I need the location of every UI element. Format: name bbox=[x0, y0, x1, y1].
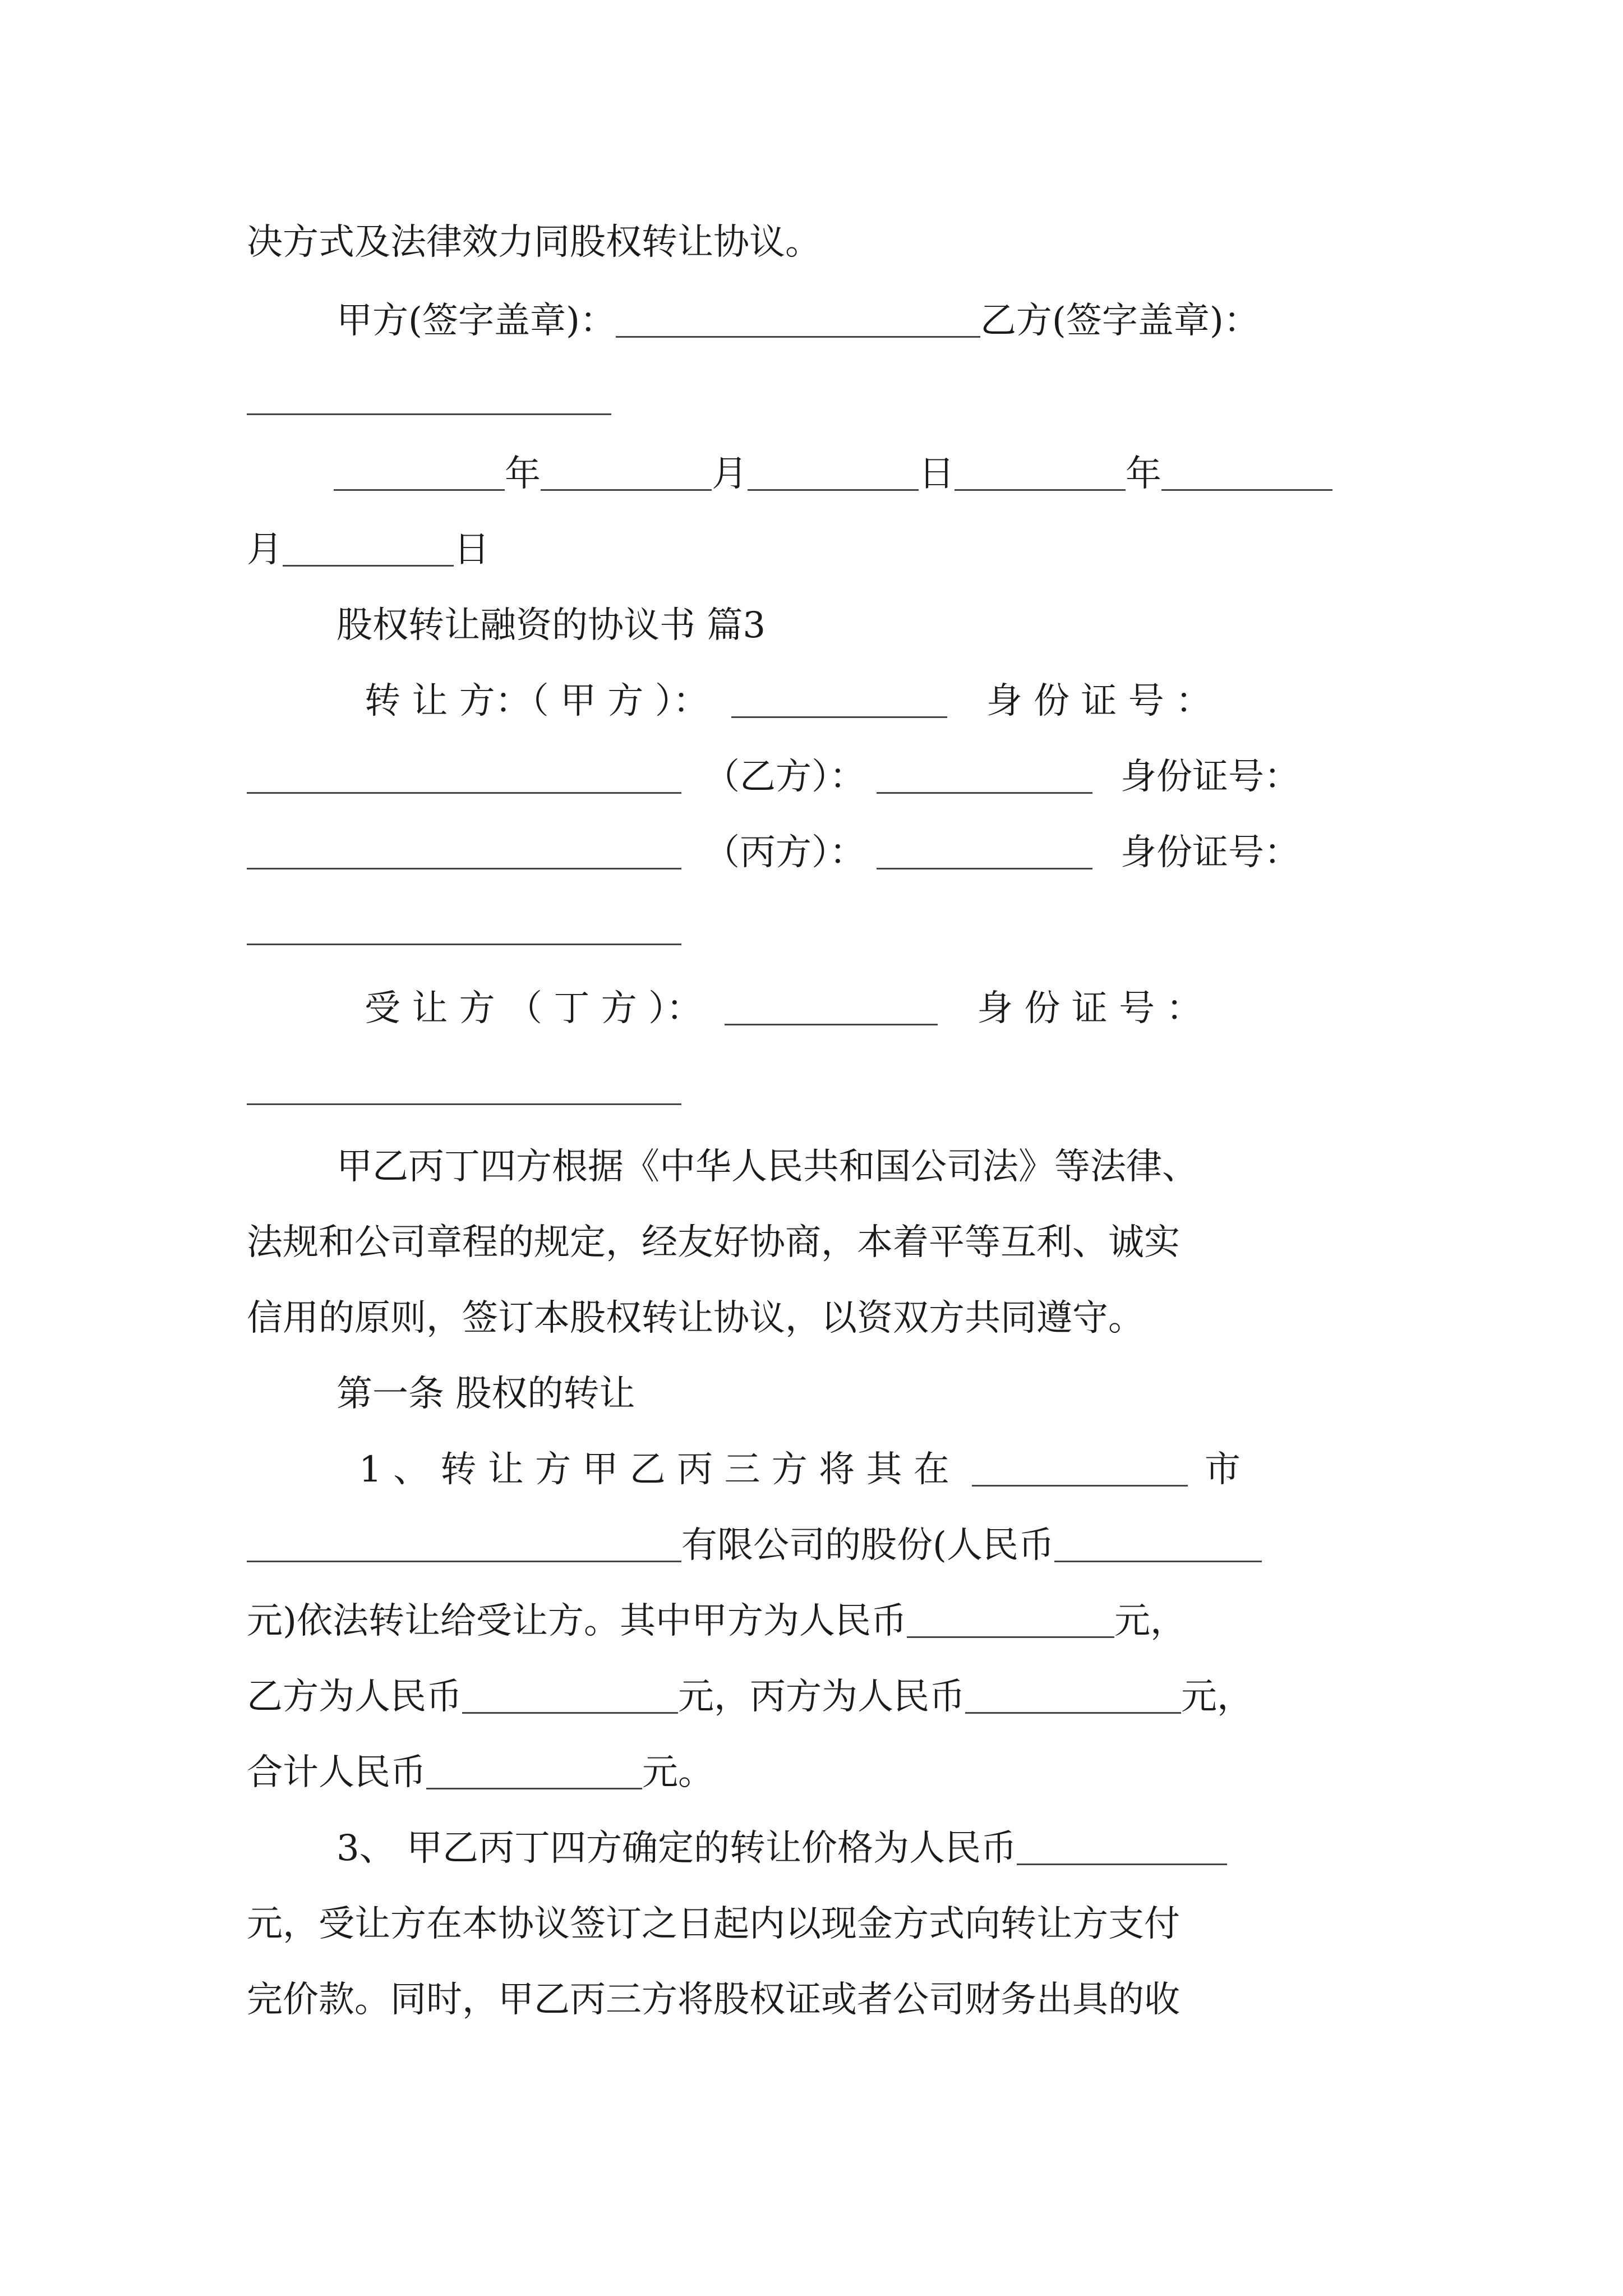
name-blank[interactable] bbox=[877, 761, 1092, 794]
article-heading bbox=[336, 1372, 635, 1416]
city-blank[interactable] bbox=[972, 1453, 1188, 1487]
signature-line bbox=[336, 298, 1260, 343]
section-title: 股权转让融资的协议书 篇3 bbox=[336, 605, 766, 646]
text-segment: 合计人民币 bbox=[247, 1752, 426, 1793]
article-line bbox=[247, 1674, 1253, 1719]
text-segment: 元， bbox=[1181, 1676, 1253, 1718]
date-year-label: 年 bbox=[505, 453, 541, 495]
transferee-line bbox=[365, 986, 1202, 1031]
party-c-label: （丙方）： bbox=[704, 832, 865, 873]
date-month-label: 月 bbox=[712, 453, 748, 495]
text-segment: 1 、 转 让 方 甲 乙 丙 三 方 将 其 在 bbox=[359, 1449, 949, 1490]
date-blank[interactable] bbox=[541, 458, 712, 491]
text-segment: 甲乙丙丁四方根据《中华人民共和国公司法》等法律、 bbox=[336, 1146, 1198, 1188]
party-b-label: （乙方）： bbox=[704, 756, 865, 798]
blank-line bbox=[247, 1066, 681, 1111]
id-number-label: 身 份 证 号 ： bbox=[977, 988, 1202, 1029]
amount-blank[interactable] bbox=[965, 1681, 1181, 1714]
text-segment: 决方式及法律效力同股权转让协议。 bbox=[247, 222, 821, 263]
article-title: 第一条 股权的转让 bbox=[336, 1373, 635, 1415]
date-blank[interactable] bbox=[748, 458, 919, 491]
text-segment: 元，丙方为人民币 bbox=[678, 1676, 965, 1718]
date-year-label: 年 bbox=[1126, 453, 1161, 495]
text-segment: 元。 bbox=[642, 1752, 714, 1793]
text-segment: 元， bbox=[1114, 1600, 1186, 1642]
date-blank[interactable] bbox=[955, 458, 1126, 491]
name-blank[interactable] bbox=[725, 992, 938, 1025]
text-segment: 市 bbox=[1204, 1449, 1241, 1490]
date-line bbox=[247, 527, 490, 572]
date-day-label: 日 bbox=[454, 529, 490, 570]
signature-blank-b[interactable] bbox=[247, 382, 611, 415]
transferor-line bbox=[365, 679, 1211, 724]
id-number-blank[interactable] bbox=[247, 761, 681, 794]
article-line bbox=[247, 1599, 1186, 1644]
amount-blank[interactable] bbox=[462, 1681, 678, 1714]
blank-line bbox=[247, 376, 611, 421]
name-blank[interactable] bbox=[731, 685, 947, 718]
party-line bbox=[247, 754, 1300, 799]
article-line bbox=[247, 1750, 714, 1795]
date-line bbox=[334, 452, 1332, 496]
amount-blank[interactable] bbox=[1054, 1529, 1262, 1562]
id-number-label: 身份证号： bbox=[1121, 756, 1300, 798]
party-b-signature-label: 乙方(签字盖章)： bbox=[980, 300, 1260, 342]
company-blank[interactable] bbox=[247, 1529, 681, 1562]
id-number-label: 身份证号： bbox=[1121, 832, 1300, 873]
signature-blank-a[interactable] bbox=[616, 305, 980, 338]
paragraph-line bbox=[336, 1144, 1198, 1189]
article-line bbox=[247, 1977, 1180, 2022]
id-number-blank[interactable] bbox=[247, 1072, 681, 1105]
blank-line bbox=[247, 906, 681, 951]
text-segment: 法规和公司章程的规定，经友好协商，本着平等互利、诚实 bbox=[247, 1222, 1180, 1263]
text-segment: 元)依法转让给受让方。其中甲方为人民币 bbox=[247, 1600, 907, 1642]
text-segment: 有限公司的股份(人民币 bbox=[681, 1525, 1054, 1566]
amount-blank[interactable] bbox=[426, 1756, 642, 1789]
name-blank[interactable] bbox=[877, 836, 1092, 869]
text-segment: 完价款。同时，甲乙丙三方将股权证或者公司财务出具的收 bbox=[247, 1979, 1180, 2021]
text-line bbox=[247, 220, 821, 265]
date-blank[interactable] bbox=[283, 533, 454, 567]
article-line bbox=[247, 1902, 1180, 1947]
article-line bbox=[359, 1447, 1241, 1492]
id-number-label: 身 份 证 号 ： bbox=[986, 680, 1212, 722]
text-segment: 乙方为人民币 bbox=[247, 1676, 462, 1718]
id-number-blank[interactable] bbox=[247, 836, 681, 869]
section-heading bbox=[336, 603, 766, 648]
article-line bbox=[336, 1826, 1227, 1871]
date-day-label: 日 bbox=[919, 453, 955, 495]
amount-blank[interactable] bbox=[907, 1605, 1114, 1638]
date-blank[interactable] bbox=[1161, 458, 1332, 491]
price-blank[interactable] bbox=[1017, 1832, 1227, 1865]
id-number-blank[interactable] bbox=[247, 912, 681, 945]
party-line bbox=[247, 830, 1300, 875]
article-line bbox=[247, 1523, 1262, 1568]
transferor-label: 转 让 方：（ 甲 方 ）： bbox=[365, 680, 709, 722]
text-segment: 元，受让方在本协议签订之日起内以现金方式向转让方支付 bbox=[247, 1903, 1180, 1945]
transferee-label: 受 让 方 （ 丁 方 ）： bbox=[365, 988, 703, 1029]
date-month-label: 月 bbox=[247, 529, 283, 570]
text-segment: 3、 甲乙丙丁四方确定的转让价格为人民币 bbox=[336, 1828, 1017, 1869]
party-a-signature-label: 甲方(签字盖章)： bbox=[336, 300, 616, 342]
date-blank[interactable] bbox=[334, 458, 505, 491]
text-segment: 信用的原则，签订本股权转让协议，以资双方共同遵守。 bbox=[247, 1297, 1144, 1339]
paragraph-line bbox=[247, 1220, 1180, 1265]
paragraph-line bbox=[247, 1296, 1144, 1341]
